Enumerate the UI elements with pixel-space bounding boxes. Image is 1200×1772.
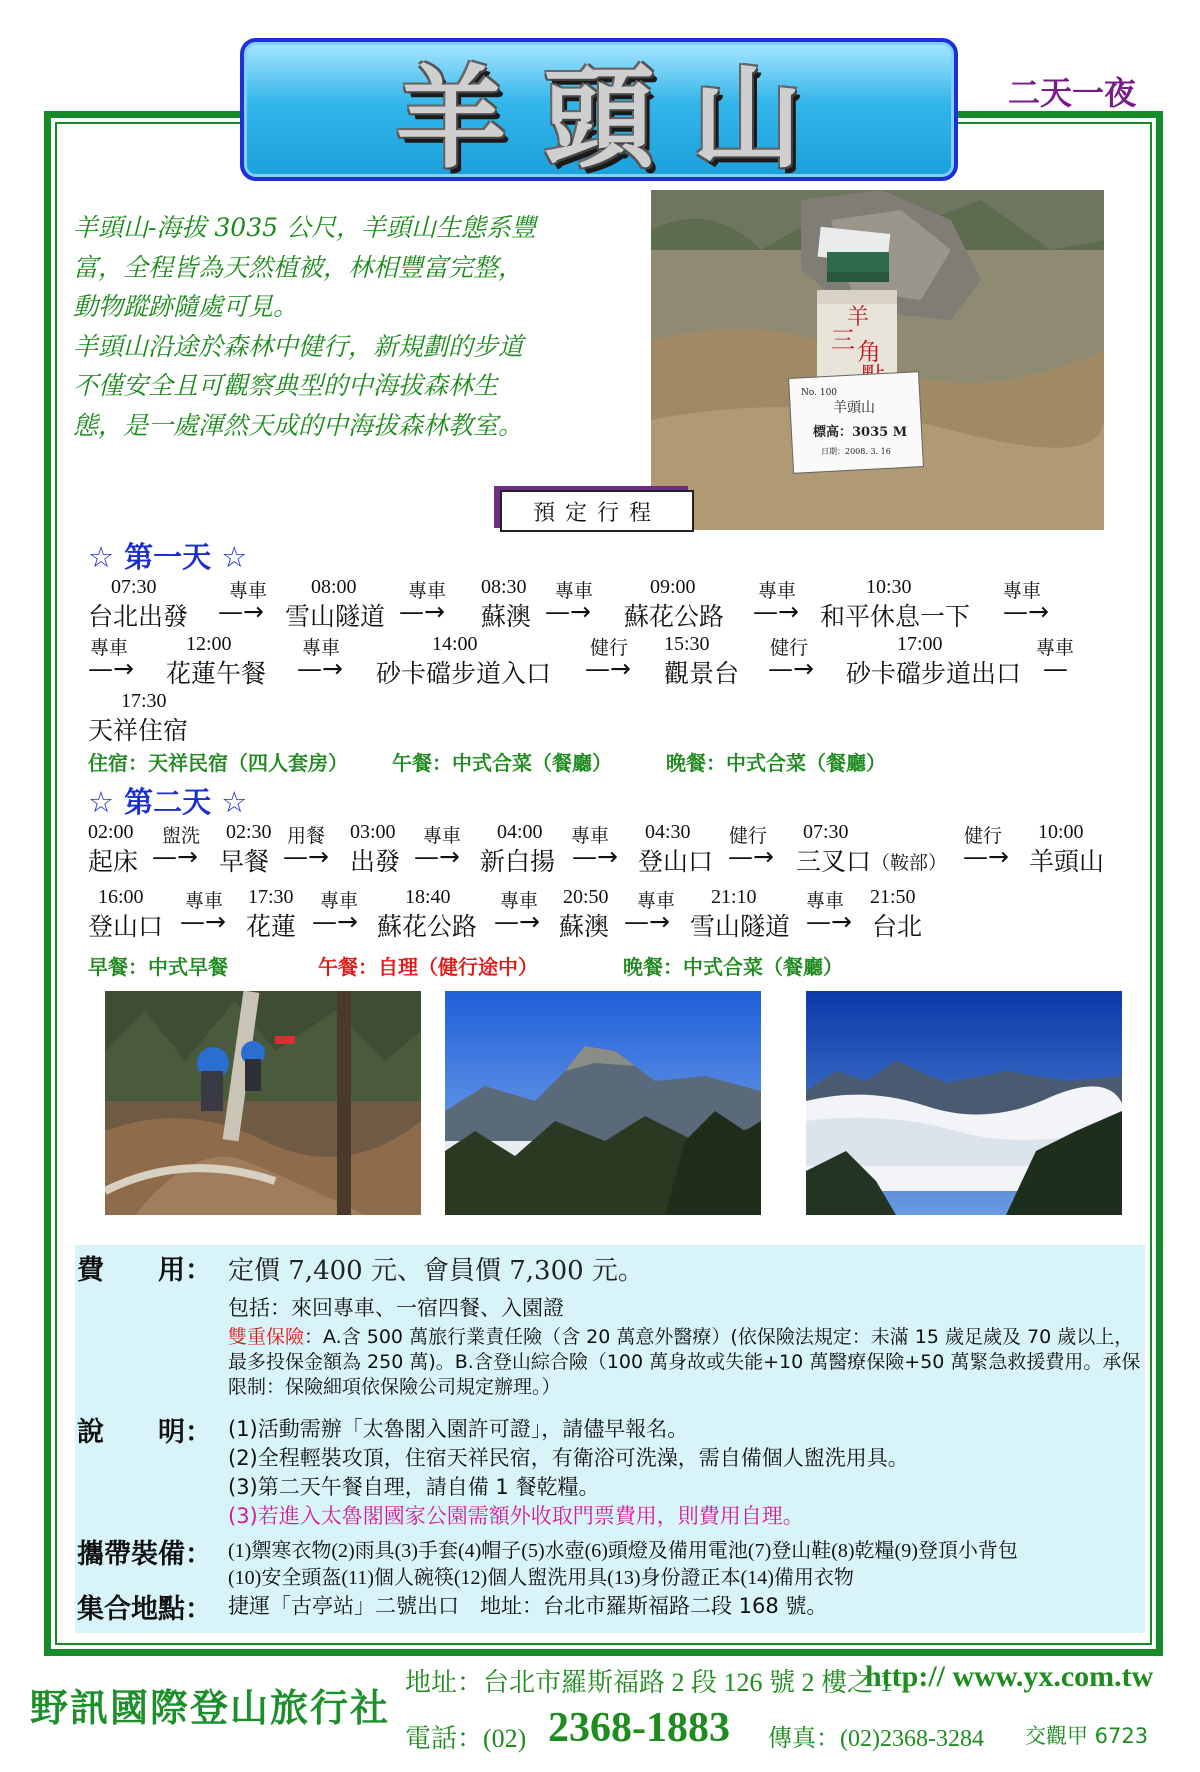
stop-note: （鞍部）	[871, 852, 948, 874]
marker-char: 角	[857, 338, 881, 366]
transport-label: 健行	[729, 825, 768, 847]
time: 12:00	[186, 633, 232, 655]
transport-label: 專車	[229, 580, 268, 602]
arrow: —→	[218, 597, 264, 626]
time: 17:00	[897, 633, 943, 655]
arrow: —→	[806, 907, 852, 936]
time: 09:00	[650, 576, 696, 598]
lunch-info: 午餐：中式合菜（餐廳）	[392, 751, 612, 775]
transport-label: 專車	[1036, 637, 1075, 659]
arrow: —→	[728, 842, 774, 871]
stop: 登山口	[638, 847, 714, 876]
stop: 花蓮午餐	[166, 659, 267, 688]
forest-hiking-illustration	[105, 991, 421, 1215]
insurance-title: 雙重保險	[228, 1326, 305, 1348]
arrow: —→	[88, 654, 134, 683]
transport-label: 專車	[1003, 580, 1042, 602]
stop: 蘇澳	[559, 912, 610, 941]
note-item: (3)第二天午餐自理，請自備 1 餐乾糧。	[228, 1475, 600, 1499]
transport-label: 健行	[770, 637, 809, 659]
arrow: —→	[297, 654, 343, 683]
insurance-detail: ：A.含 500 萬旅行業責任險（含 20 萬意外醫療）(依保險法規定：未滿 15 歲足歲及 70 歲以上，最多投保金額為 250 萬)。B.含登山綜合險（100 萬身故或失能+10 萬醫療保險+50 萬緊急救援費用。承保限制：保險細項依保險公司規定辦理。）	[228, 1326, 1141, 1398]
agency-name: 野訊國際登山旅行社	[30, 1685, 391, 1730]
transport-label: 盥洗	[162, 825, 201, 847]
time: 07:30	[803, 821, 849, 843]
agency-url[interactable]: http:// www.yx.com.tw	[865, 1660, 1154, 1693]
time: 21:50	[870, 886, 916, 908]
intro-line: 動物蹤跡隨處可見。	[73, 292, 299, 321]
phone-number: 2368-1883	[548, 1705, 730, 1751]
time: 20:50	[563, 886, 609, 908]
arrow: —→	[312, 907, 358, 936]
time: 17:30	[248, 886, 294, 908]
stop: 砂卡礑步道入口	[376, 659, 552, 688]
stop: 羊頭山	[1029, 847, 1105, 876]
note-item: (3)若進入太魯閣國家公園需額外收取門票費用，則費用自理。	[228, 1504, 804, 1528]
breakfast-info: 早餐：中式早餐	[88, 955, 228, 979]
meeting-place: 捷運「古亭站」二號出口 地址：台北市羅斯福路二段 168 號。	[228, 1594, 828, 1618]
insurance-text	[228, 1325, 1143, 1400]
title-banner	[240, 38, 958, 181]
transport-label: 用餐	[287, 825, 326, 847]
marker-char-top: 羊	[847, 305, 870, 330]
transport-label: 專車	[806, 890, 845, 912]
time: 02:30	[226, 821, 272, 843]
arrow: —→	[768, 654, 814, 683]
stop: 新白揚	[480, 847, 556, 876]
stop: 三叉口	[796, 847, 872, 876]
meeting-label: 集合地點：	[77, 1594, 212, 1625]
arrow: —→	[494, 907, 540, 936]
transport-label: 專車	[423, 825, 462, 847]
stop: 出發	[350, 847, 401, 876]
time: 08:00	[311, 576, 357, 598]
stop: 蘇花公路	[624, 602, 725, 631]
sign-number: No. 100	[801, 388, 838, 398]
intro-line: 不僅安全且可觀察典型的中海拔森林生	[73, 371, 499, 400]
lodging-info: 住宿：天祥民宿（四人套房）	[88, 751, 348, 775]
arrow: —→	[963, 842, 1009, 871]
stop: 天祥住宿	[88, 716, 189, 745]
trip-duration: 二天一夜	[1008, 74, 1137, 112]
time: 17:30	[121, 690, 167, 712]
stop: 砂卡礑步道出口	[846, 659, 1022, 688]
note-item: (2)全程輕裝攻頂，住宿天祥民宿，有衛浴可洗澡，需自備個人盥洗用具。	[228, 1446, 909, 1470]
time: 10:00	[1038, 821, 1084, 843]
time: 10:30	[866, 576, 912, 598]
transport-label: 專車	[637, 890, 676, 912]
phone-label: 電話：(02)	[405, 1724, 527, 1753]
stop: 蘇花公路	[377, 912, 478, 941]
transport-label: 專車	[555, 580, 594, 602]
day1-heading: ☆ 第一天 ☆	[88, 540, 248, 574]
day2-heading: ☆ 第二天 ☆	[88, 785, 248, 819]
stop: 花蓮	[246, 912, 297, 941]
cloud-sea-illustration	[806, 991, 1122, 1215]
agency-address: 地址：台北市羅斯福路 2 段 126 號 2 樓之 1	[405, 1668, 893, 1697]
stop: 雪山隧道	[690, 912, 791, 941]
arrow: —→	[399, 597, 445, 626]
arrow: —→	[414, 842, 460, 871]
transport-label: 專車	[320, 890, 359, 912]
arrow: —→	[283, 842, 329, 871]
time: 02:00	[88, 821, 134, 843]
time: 15:30	[664, 633, 710, 655]
fax-number: 傳真：(02)2368-3284	[768, 1726, 984, 1752]
arrow: —→	[753, 597, 799, 626]
transport-label: 健行	[590, 637, 629, 659]
summit-photo	[651, 190, 1104, 530]
cloud-sea-photo	[806, 991, 1122, 1215]
sign-date: 日期：2008. 3. 16	[821, 447, 891, 456]
transport-label: 專車	[758, 580, 797, 602]
dinner-info: 晚餐：中式合菜（餐廳）	[666, 751, 886, 775]
gear-label: 攜帶裝備：	[77, 1539, 212, 1570]
stop: 蘇澳	[481, 602, 532, 631]
fee-include: 包括：來回專車、一宿四餐、入園證	[228, 1296, 564, 1320]
time: 07:30	[111, 576, 157, 598]
sign-name: 羊頭山	[833, 400, 875, 416]
page-title: 羊頭山	[396, 54, 840, 183]
stop: 雪山隧道	[285, 602, 386, 631]
time: 04:00	[497, 821, 543, 843]
mountain-view-illustration	[445, 991, 761, 1215]
transport-label: 專車	[408, 580, 447, 602]
marker-char: 三	[831, 326, 855, 354]
arrow: —→	[1003, 597, 1049, 626]
stop: 台北	[872, 912, 923, 941]
schedule-label: 預定行程	[500, 490, 694, 532]
note-item: (1)活動需辦「太魯閣入園許可證」，請儘早報名。	[228, 1417, 689, 1441]
fee-price: 定價 7,400 元、會員價 7,300 元。	[228, 1256, 644, 1286]
time: 16:00	[98, 886, 144, 908]
intro-line: 羊頭山沿途於森林中健行，新規劃的步道	[73, 331, 524, 361]
stop: 和平休息一下	[820, 602, 971, 631]
time: 03:00	[350, 821, 396, 843]
transport-label: 專車	[185, 890, 224, 912]
forest-hiking-photo	[105, 991, 421, 1215]
intro-line: 羊頭山-海拔 3035 公尺，羊頭山生態系豐	[73, 213, 536, 242]
stop: 早餐	[219, 847, 270, 876]
intro-text	[73, 208, 613, 445]
arrow: —→	[624, 907, 670, 936]
stop: 台北出發	[88, 602, 189, 631]
summit-illustration	[651, 190, 1104, 530]
time: 14:00	[432, 633, 478, 655]
transport-label: 專車	[500, 890, 539, 912]
lunch-info: 午餐：自理（健行途中）	[318, 955, 538, 979]
transport-label: 專車	[571, 825, 610, 847]
arrow: —→	[585, 654, 631, 683]
gear-list: (10)安全頭盔(11)個人碗筷(12)個人盥洗用具(13)身份證正本(14)備用衣物	[228, 1567, 854, 1589]
transport-label: 健行	[964, 825, 1003, 847]
sign-height: 標高：3035 M	[813, 425, 908, 440]
arrow: —→	[545, 597, 591, 626]
stop: 觀景台	[664, 659, 740, 688]
time: 18:40	[405, 886, 451, 908]
gear-list: (1)禦寒衣物(2)雨具(3)手套(4)帽子(5)水壺(6)頭燈及備用電池(7)登山鞋(8)乾糧(9)登頂小背包	[228, 1540, 1018, 1562]
time: 21:10	[711, 886, 757, 908]
intro-line: 態，是一處渾然天成的中海拔森林教室。	[73, 410, 524, 440]
arrow: —→	[180, 907, 226, 936]
intro-line: 富，全程皆為天然植被，林相豐富完整，	[73, 252, 524, 282]
arrow: —→	[572, 842, 618, 871]
arrow: —	[1043, 654, 1068, 683]
mountain-view-photo	[445, 991, 761, 1215]
arrow: —→	[152, 842, 198, 871]
transport-label: 專車	[90, 637, 129, 659]
fee-label: 費 用：	[77, 1255, 212, 1286]
time: 08:30	[481, 576, 527, 598]
stop: 登山口	[88, 912, 164, 941]
time: 04:30	[645, 821, 691, 843]
transport-label: 專車	[302, 637, 341, 659]
dinner-info: 晚餐：中式合菜（餐廳）	[623, 955, 843, 979]
notes-label: 說 明：	[77, 1417, 212, 1448]
license-number: 交觀甲 6723	[1025, 1724, 1149, 1748]
stop: 起床	[88, 847, 139, 876]
